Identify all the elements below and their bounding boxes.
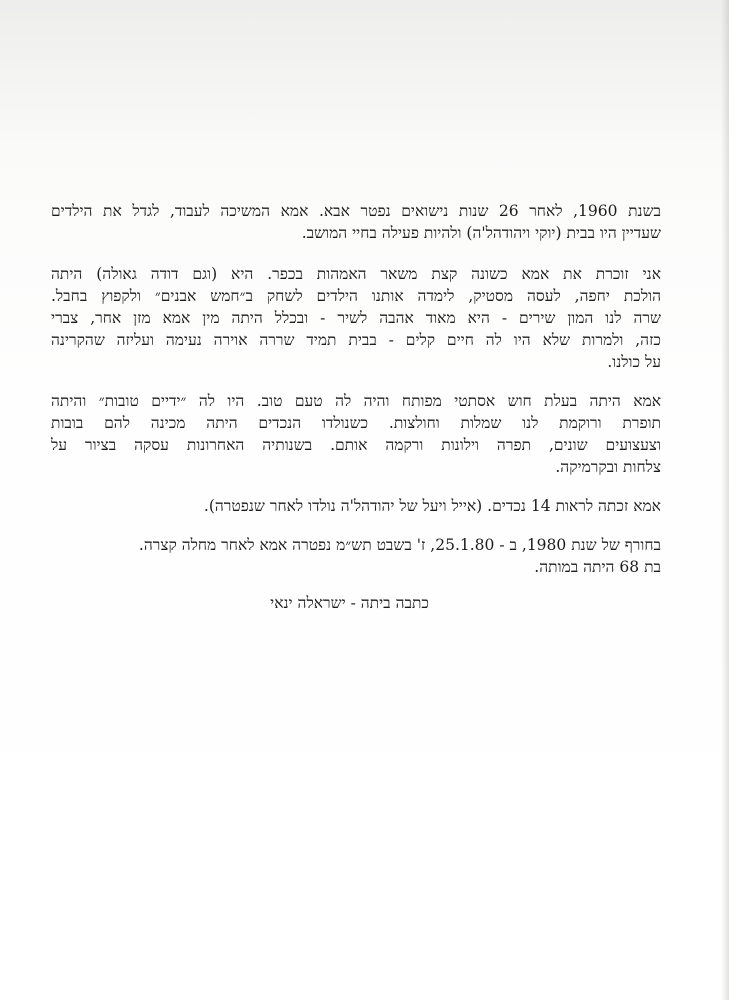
paragraph-father-death <box>51 200 661 244</box>
text-line: על כולנו. <box>607 353 661 371</box>
text-line: הולכת יחפה, לעסה מסטיק, לימדה אותנו הילדים לשחק ב״חמש אבנים״ ולקפוץ בחבל. <box>51 287 661 305</box>
text-line: שרה לנו המון שירים - היא מאוד אהבה לשיר - ובכלל היתה מין אמא מזן אחר, צברי <box>51 309 661 327</box>
text-line: אמא זכתה לראות 14 נכדים. (אייל ויעל של יהודהל'ה נולדו לאחר שנפטרה). <box>203 497 661 515</box>
text-line: כזה, ולמרות שלא היו לה חיים קלים - בבית תמיד שררה אוירה נעימה ועליזה שהקרינה <box>51 331 661 349</box>
text-line: תופרת ורוקמת לנו שמלות וחולצות. כשנולדו הנכדים היתה מכינה להם בובות <box>51 414 661 432</box>
text-line: אמא היתה בעלת חוש אסתטי מפותח והיה לה טעם טוב. היו לה ״ידיים טובות״ והיתה <box>51 392 661 410</box>
paragraph-passing <box>51 534 661 578</box>
paragraph-grandchildren <box>51 495 661 517</box>
text-line: וצעצועים שונים, תפרה וילונות ורקמה אותם. בשנותיה האחרונות עסקה בציור על <box>51 436 661 454</box>
paragraph-mother-memories <box>51 263 661 373</box>
text-line: בשנת 1960, לאחר 26 שנות נישואים נפטר אבא. אמא המשיכה לעבוד, לגדל את הילדים <box>51 202 662 220</box>
paragraph-aesthetic-sense <box>51 390 661 478</box>
scan-shadow-right <box>721 0 729 1000</box>
text-line: בחורף של שנת 1980, ב - 25.1.80, ז' בשבט תש״מ נפטרה אמא לאחר מחלה קצרה. <box>138 536 661 554</box>
text-line: שעדיין היו בבית (יוקי ויהודהל'ה) ולהיות פעילה בחיי המושב. <box>301 224 661 242</box>
author-signature: כתבה ביתה - ישראלה ינאי <box>270 594 429 612</box>
text-line: צלחות ובקרמיקה. <box>555 458 661 476</box>
text-line: בת 68 היתה במותה. <box>534 558 661 576</box>
memoir-text <box>51 200 661 595</box>
text-line: אני זוכרת את אמא כשונה קצת משאר האמהות בכפר. היא (וגם דודה גאולה) היתה <box>51 265 661 283</box>
scan-shadow-top <box>0 0 729 150</box>
